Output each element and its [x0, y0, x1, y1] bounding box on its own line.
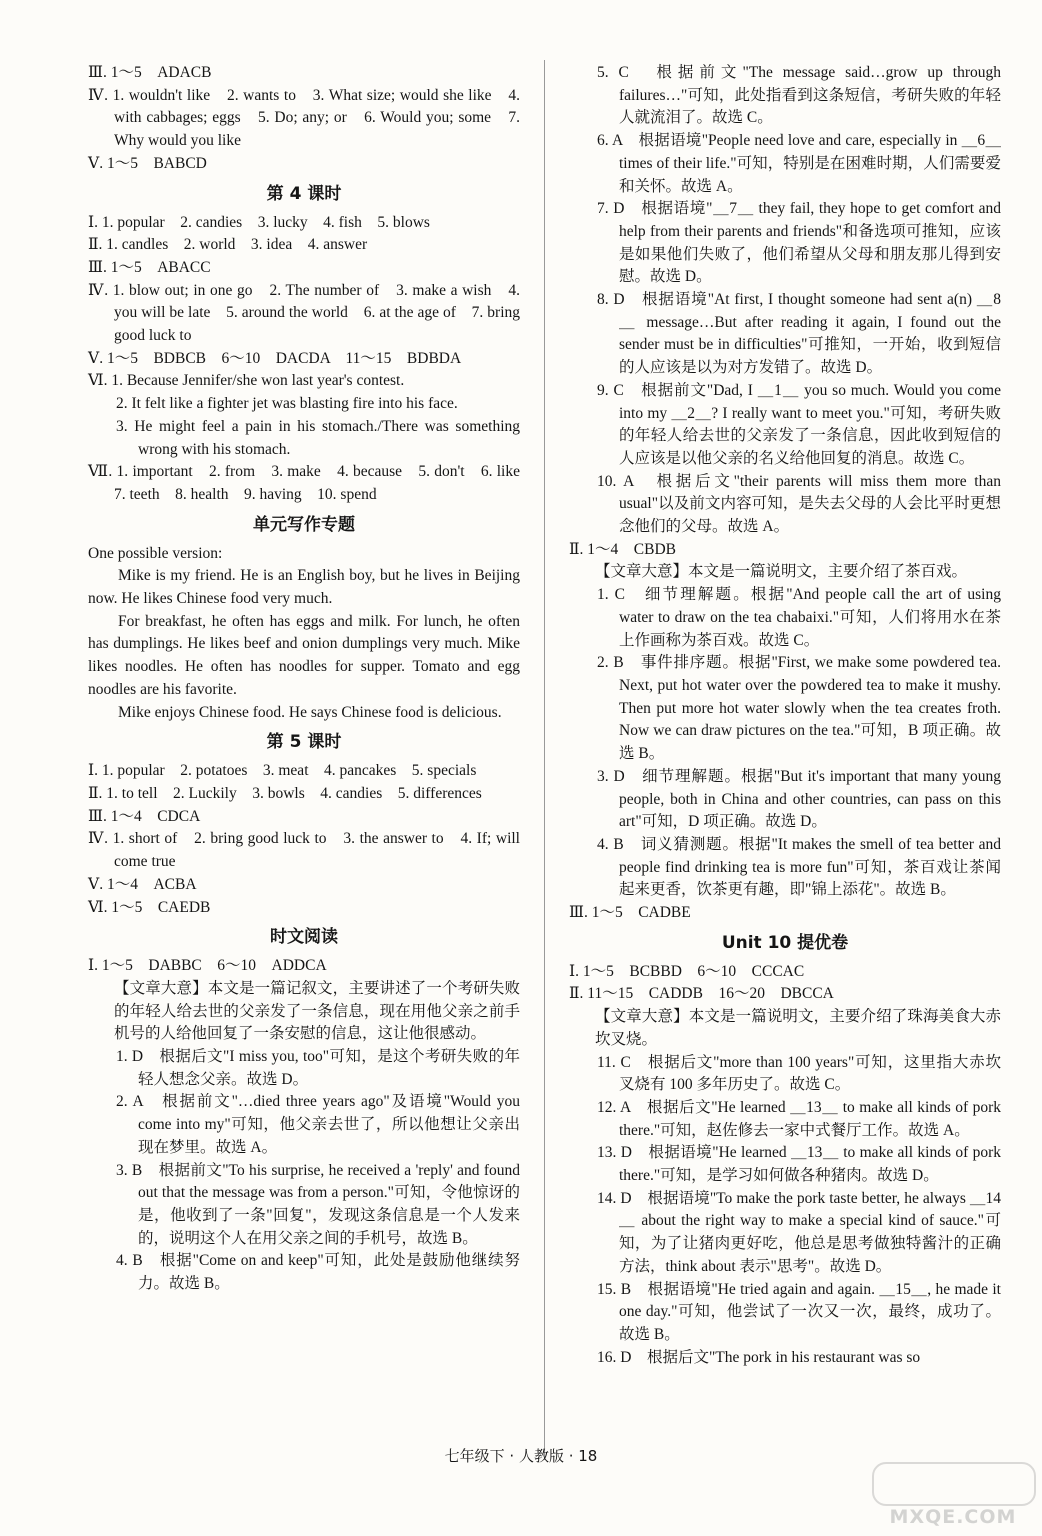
answer-line: Ⅱ. 11～15 CADDB 16～20 DBCCA — [569, 985, 834, 1003]
explanation-item: 6. A 根据语境"People need love and care, especially in ＿6＿ times of their life."可知，特别是在困难时期，人们需要爱和关怀。故选 A。 — [597, 132, 1001, 195]
writing-paragraph: Mike enjoys Chinese food. He says Chinese food is delicious. — [118, 703, 502, 721]
explanation-item: 1. C 细节理解题。根据"And people call the art of using water to draw on the tea chabaixi."可知，人们将用水在茶上作画称为茶百戏。故选 C。 — [597, 586, 1001, 649]
section-title-lesson4: 第 4 课时 — [266, 183, 342, 204]
answer-line: Ⅱ. 1～4 CBDB — [569, 540, 676, 558]
watermark-text: MXQE.COM — [889, 1506, 1017, 1528]
explanation-item: 16. D 根据后文"The pork in his restaurant was so — [597, 1348, 921, 1366]
answer-line: Ⅵ. 1～5 CAEDB — [88, 898, 211, 916]
answer-line: Ⅰ. 1. popular 2. potatoes 3. meat 4. pancakes 5. specials — [88, 762, 477, 780]
explanation-item: 12. A 根据后文"He learned ＿13＿ to make all kinds of pork there."可知，赵佐修去一家中式餐厅工作。故选 A。 — [597, 1098, 1001, 1139]
explanation-item: 4. B 词义猜测题。根据"It makes the smell of tea better and people find drinking tea is more fun"可知，茶百戏让茶闻起来更香，饮茶更有趣，即"锦上添花"。故选 B。 — [597, 835, 1001, 899]
answer-line: Ⅴ. 1～5 BDBCB 6～10 DACDA 11～15 BDBDA — [88, 349, 462, 367]
answer-line: Ⅲ. 1～5 CADBE — [569, 904, 691, 922]
explanation-item: 9. C 根据前文"Dad, I ＿1＿ you so much. Would you come into my ＿2＿? I really want to meet you."可知，考研失败的年轻人给去世的父亲发了一条信息，因此收到短信的人应该是以他父亲的名义给他回复的消息。故选 C。 — [597, 381, 1001, 467]
section-title-unit10: Unit 10 提优卷 — [721, 932, 849, 953]
answer-line: Ⅲ. 1～5 ADACB — [88, 64, 212, 81]
answer-line: Ⅰ. 1～5 DABBC 6～10 ADDCA — [88, 957, 327, 975]
article-summary: 【文章大意】本文是一篇说明文，主要介绍了茶百戏。 — [595, 563, 968, 581]
answer-line: Ⅴ. 1～5 BABCD — [88, 154, 207, 172]
section-title-lesson5: 第 5 课时 — [266, 732, 342, 753]
answer-line: Ⅳ. 1. blow out; in one go 2. The number of 3. make a wish 4. you will be late 5. around the world 6. at the age of 7. bring good luck to — [88, 281, 520, 345]
explanation-item: 1. D 根据后文"I miss you, too"可知，是这个考研失败的年轻人想念父亲。故选 D。 — [116, 1048, 520, 1088]
answer-subline: 3. He might feel a pain in his stomach./There was something wrong with his stomach. — [116, 417, 520, 458]
explanation-item: 4. B 根据"Come on and keep"可知，此处是鼓励他继续努力。故选 B。 — [116, 1252, 520, 1293]
explanation-item: 8. D 根据语境"At first, I thought someone had sent a(n) ＿8＿ message…But after reading it again, I found out the sender must be in difficulties"可推知，一开始，收到短信的人应该是以为对方发错了。故选 D。 — [597, 291, 1001, 377]
article-summary: 【文章大意】本文是一篇说明文，主要介绍了珠海美食大赤坎叉烧。 — [595, 1008, 1001, 1048]
writing-paragraph: Mike is my friend. He is an English boy, but he lives in Beijing now. He likes Chinese food very much. — [88, 567, 520, 608]
answer-line: Ⅱ. 1. candles 2. world 3. idea 4. answer — [88, 236, 368, 254]
column-divider — [544, 60, 545, 1460]
explanation-item: 3. B 根据前文"To his surprise, he received a 'reply' and found out that the message was from a person."可知，令他惊讶的是，他收到了一条"回复"，发现这条信息是一个人发来的，说明这个人在用父亲之间的手机号，故选 B。 — [116, 1161, 520, 1247]
explanation-item: 7. D 根据语境"＿7＿ they fail, they hope to get comfort and help from their parents and friends"和备选项可推知，应该是如果他们失败了，他们希望从父母和朋友那儿得到安慰。故选 D。 — [597, 200, 1001, 286]
left-column — [88, 62, 536, 1296]
answer-line: Ⅳ. 1. wouldn't like 2. wants to 3. What size; would she like 4. with cabbages; eggs 5. Do; any; or 6. Would you; some 7. Why would you like — [88, 86, 520, 150]
answer-line: Ⅶ. 1. important 2. from 3. make 4. because 5. don't 6. like 7. teeth 8. health 9. having 10. spend — [88, 463, 536, 503]
explanation-item: 3. D 细节理解题。根据"But it's important that many young people, both in China and other countries, can pass on this art"可知，D 项正确。故选 D。 — [597, 767, 1001, 831]
answer-line: Ⅴ. 1～4 ACBA — [88, 875, 197, 893]
explanation-item: 14. D 根据语境"To make the pork taste better, he always ＿14＿ about the right way to make a special kind of sauce."可知，为了让猪肉更好吃，他总是思考做独特酱汁的正确方法，think about 表示"思考"。故选 D。 — [597, 1189, 1001, 1275]
explanation-item: 2. A 根据前文"…died three years ago"及语境"Would you come into my"可知，他父亲去世了，所以他想让父亲出现在梦里。故选 A。 — [116, 1093, 520, 1156]
answer-line: Ⅳ. 1. short of 2. bring good luck to 3. the answer to 4. If; will come true — [88, 830, 520, 871]
explanation-item: 10. A 根据后文"their parents will miss them more than usual"以及前文内容可知，是失去父母的人会比平时更想念他们的父母。故选 A。 — [597, 472, 1001, 536]
page-footer: 七年级下 · 人教版 · 18 — [444, 1447, 598, 1465]
section-title-reading: 时文阅读 — [270, 927, 338, 948]
answer-line: Ⅲ. 1～5 ABACC — [88, 258, 211, 276]
answer-line: Ⅰ. 1. popular 2. candies 3. lucky 4. fish 5. blows — [88, 213, 430, 231]
explanation-item: 2. B 事件排序题。根据"First, we make some powdered tea. Next, put hot water over the powdered tea to make it mushy. Then put more hot water slowly when the tea creates froth. Now we can draw pictures on the tea."可知，B 项正确。故选 B。 — [597, 654, 1001, 763]
writing-paragraph: For breakfast, he often has eggs and milk. For lunch, he often has dumplings. He likes beef and onion dumplings very much. Mike likes noodles. He often has noodles for supper. Tomato and egg noodles are his favorite. — [88, 612, 520, 698]
answer-subline: 2. It felt like a fighter jet was blasting fire into his face. — [116, 395, 458, 413]
answer-line: Ⅰ. 1～5 BCBBD 6～10 CCCAC — [569, 962, 805, 980]
watermark-logo — [868, 1462, 1038, 1532]
writing-intro: One possible version: — [88, 544, 223, 562]
answer-line: Ⅱ. 1. to tell 2. Luckily 3. bowls 4. candies 5. differences — [88, 784, 482, 802]
right-column — [569, 62, 1001, 1369]
explanation-item: 11. C 根据后文"more than 100 years"可知，这里指大赤坎叉烧有 100 多年历史了。故选 C。 — [597, 1053, 1001, 1094]
article-summary: 【文章大意】本文是一篇记叙文，主要讲述了一个考研失败的年轻人给去世的父亲发了一条信息，现在用他父亲之前手机号的人给他回复了一条安慰的信息，这让他很感动。 — [114, 979, 520, 1043]
answer-line: Ⅲ. 1～4 CDCA — [88, 807, 201, 825]
watermark-badge-icon — [872, 1462, 1036, 1506]
explanation-item: 5. C 根据前文"The message said…grow up through failures…"可知，此处指看到这条短信，考研失败的年轻人就流泪了。故选 C。 — [597, 64, 1001, 127]
section-title-writing: 单元写作专题 — [253, 514, 355, 535]
explanation-item: 15. B 根据语境"He tried again and again. ＿15＿, he made it one day."可知，他尝试了一次又一次，最终，成功了。故选 B。 — [597, 1280, 1001, 1343]
explanation-item: 13. D 根据语境"He learned ＿13＿ to make all kinds of pork there."可知，是学习如何做各种猪肉。故选 D。 — [597, 1144, 1001, 1185]
answer-line: Ⅵ. 1. Because Jennifer/she won last year's contest. — [88, 372, 405, 390]
